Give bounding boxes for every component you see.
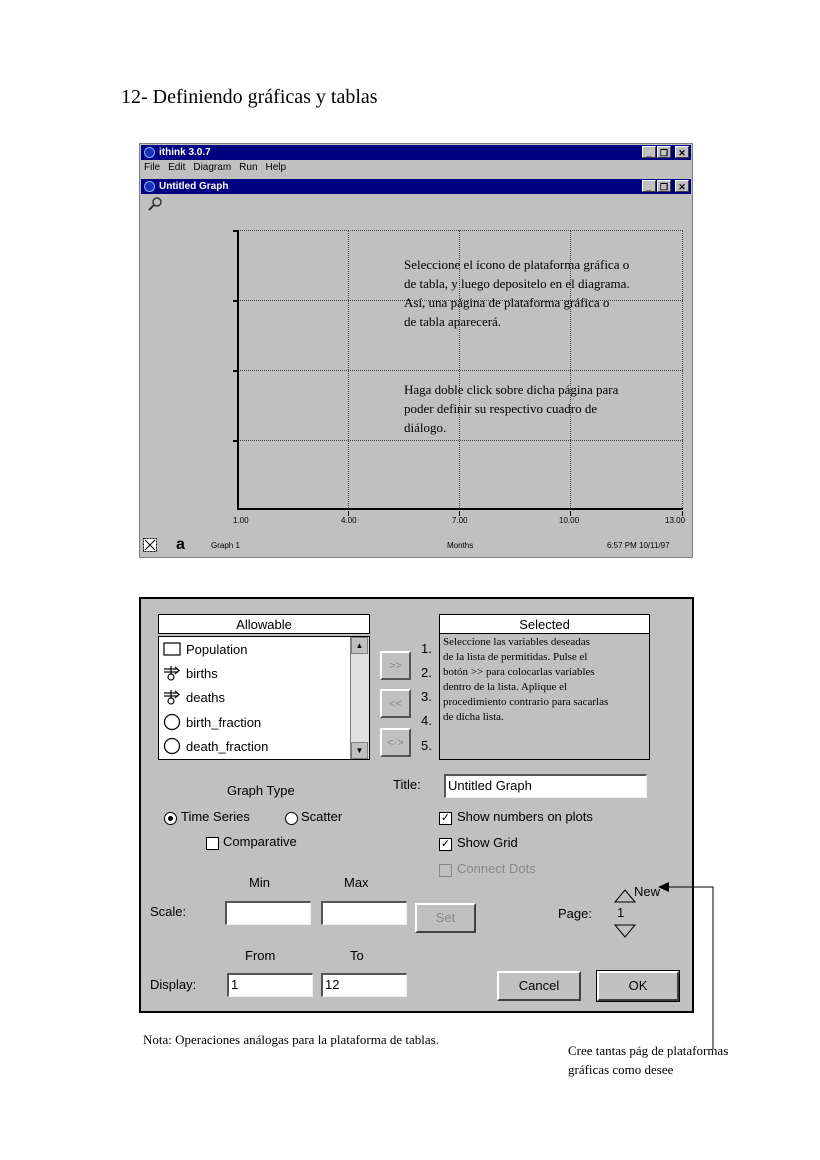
scale-max-input[interactable] — [321, 901, 407, 925]
to-label: To — [350, 948, 364, 963]
instruction-line: dentro de la lista. Aplique el — [443, 681, 568, 693]
page-heading: 12- Definiendo gráficas y tablas — [121, 86, 378, 108]
list-item-label: Population — [186, 641, 248, 657]
scale-min-input[interactable] — [225, 901, 311, 925]
list-item[interactable] — [163, 688, 225, 706]
ok-button[interactable]: OK — [597, 971, 679, 1001]
graph-type-label: Graph Type — [227, 783, 295, 798]
instruction-line: procedimiento contrario para sacarlas — [443, 696, 609, 708]
selected-slot-number: 3. — [421, 689, 432, 704]
remove-variable-button[interactable]: << — [380, 689, 411, 718]
list-item-label: birth_fraction — [186, 714, 262, 730]
menu-file[interactable]: File — [144, 162, 161, 173]
list-item-label: births — [186, 665, 218, 681]
new-page-label: New — [634, 884, 661, 899]
annotation-line: Haga doble click sobre dicha página para — [404, 382, 619, 397]
time-series-radio[interactable] — [164, 812, 177, 825]
ithink-app-icon — [144, 147, 155, 158]
menu-diagram[interactable]: Diagram — [193, 162, 232, 173]
show-numbers-label: Show numbers on plots — [457, 809, 593, 824]
show-grid-checkbox[interactable]: ✓ — [440, 838, 451, 850]
pin-icon[interactable] — [148, 197, 162, 215]
x-axis-unit: Months — [447, 541, 474, 550]
run-timestamp: 6:57 PM 10/11/97 — [607, 541, 670, 550]
connect-dots-label: Connect Dots — [457, 861, 536, 876]
y-tick — [233, 300, 239, 302]
stock-icon — [163, 642, 181, 656]
connect-dots-checkbox[interactable] — [439, 864, 452, 877]
y-tick — [233, 230, 239, 232]
page-label: Page: — [558, 906, 592, 921]
scale-label: Scale: — [150, 904, 187, 919]
time-series-label: Time Series — [181, 809, 250, 824]
max-label: Max — [344, 875, 369, 890]
graph-status-bar — [140, 536, 692, 556]
scroll-up-icon[interactable]: ▲ — [351, 637, 368, 654]
graph-close-button[interactable]: ✕ — [675, 180, 689, 192]
x-tick-label: 10.00 — [559, 516, 580, 525]
selected-slot-number: 4. — [421, 713, 432, 728]
restore-button[interactable]: ❐ — [657, 146, 671, 158]
annotation-double-click — [404, 380, 618, 437]
scatter-label: Scatter — [301, 809, 343, 824]
menu-run[interactable]: Run — [239, 162, 258, 173]
comparative-label: Comparative — [223, 834, 297, 849]
selected-list[interactable] — [439, 614, 650, 760]
menu-help[interactable]: Help — [265, 162, 287, 173]
close-button[interactable]: ✕ — [675, 146, 689, 158]
x-tick-label: 13.00 — [665, 516, 686, 525]
callout-line: gráficas como desee — [568, 1062, 674, 1077]
graph-restore-button[interactable]: ❐ — [657, 180, 671, 192]
selected-header: Selected — [439, 614, 650, 634]
from-label: From — [245, 948, 276, 963]
graph-page-label: Graph 1 — [211, 541, 240, 550]
annotation-line: Seleccione el ícono de plataforma gráfica o — [404, 257, 630, 272]
menu-bar — [144, 162, 286, 176]
selected-slot-number: 2. — [421, 665, 432, 680]
min-label: Min — [249, 875, 270, 890]
callout-arrow — [655, 880, 725, 1050]
list-item[interactable] — [163, 737, 268, 755]
list-item-label: death_fraction — [186, 738, 269, 754]
annotation-line: de tabla aparecerá. — [404, 314, 502, 329]
scatter-radio[interactable] — [285, 812, 298, 825]
title-label: Title: — [393, 777, 421, 792]
graph-window-title: Untitled Graph — [159, 181, 229, 192]
allowable-list[interactable] — [158, 636, 370, 760]
callout-line: Cree tantas pág de plataformas — [568, 1043, 729, 1058]
selected-slot-number: 5. — [421, 738, 432, 753]
x-axis — [237, 508, 683, 510]
app-title: ithink 3.0.7 — [159, 147, 211, 158]
instruction-line: de dicha lista. — [443, 711, 504, 723]
display-from-input[interactable]: 1 — [227, 973, 313, 997]
list-item[interactable] — [163, 640, 247, 658]
comparative-checkbox[interactable] — [206, 837, 219, 850]
grid-line — [237, 370, 683, 371]
instruction-line: de la lista de permitidas. Pulse el — [443, 651, 588, 663]
grid-line — [237, 440, 683, 441]
instruction-line: Seleccione las variables deseadas — [443, 636, 590, 648]
x-tick-label: 7.00 — [452, 516, 468, 525]
page-up-icon[interactable] — [614, 889, 636, 906]
selected-instructions — [443, 635, 608, 725]
set-scale-button[interactable]: Set — [415, 903, 476, 933]
show-numbers-checkbox[interactable]: ✓ — [440, 812, 451, 824]
graph-minimize-button[interactable]: _ — [642, 180, 656, 192]
annotation-line: poder definir su respectivo cuadro de — [404, 401, 598, 416]
page-down-icon[interactable] — [614, 924, 636, 941]
list-item[interactable] — [163, 713, 261, 731]
minimize-button[interactable]: _ — [642, 146, 656, 158]
instruction-line: botón >> para colocarlas variables — [443, 666, 595, 678]
annotation-graph-icon — [404, 255, 630, 331]
grid-line — [237, 230, 683, 231]
title-input[interactable]: Untitled Graph — [444, 774, 647, 798]
list-item-label: deaths — [186, 689, 226, 705]
display-to-input[interactable]: 12 — [321, 973, 407, 997]
annotation-line: de tabla, y luego depositelo en el diagrama. — [404, 276, 630, 291]
app-title-bar — [141, 145, 691, 160]
page-number: 1 — [617, 905, 625, 920]
list-item[interactable] — [163, 664, 218, 682]
table-note: Nota: Operaciones análogas para la plataforma de tablas. — [143, 1032, 439, 1047]
text-tool-icon[interactable]: a — [176, 536, 185, 553]
lock-toggle-icon[interactable] — [143, 538, 157, 554]
converter-icon — [163, 713, 181, 731]
add-variable-button[interactable]: >> — [380, 651, 411, 680]
flow-icon — [163, 665, 181, 681]
graph-definition-dialog — [139, 597, 694, 1013]
swap-variable-button[interactable]: <·> — [380, 728, 411, 757]
annotation-line: Así, una página de plataforma gráfica o — [404, 295, 610, 310]
x-tick-label: 4.00 — [341, 516, 357, 525]
display-label: Display: — [150, 977, 197, 992]
flow-icon — [163, 689, 181, 705]
grid-line — [682, 230, 683, 510]
selected-slot-number: 1. — [421, 641, 432, 656]
menu-edit[interactable]: Edit — [168, 162, 186, 173]
annotation-line: diálogo. — [404, 420, 447, 435]
allowable-header: Allowable — [158, 614, 370, 634]
x-tick-label: 1.00 — [233, 516, 249, 525]
cancel-button[interactable]: Cancel — [497, 971, 581, 1001]
converter-icon — [163, 737, 181, 755]
graph-window-icon — [144, 181, 155, 192]
grid-line — [348, 230, 349, 510]
graph-title-bar — [141, 179, 691, 194]
ithink-app-window — [139, 143, 693, 558]
scroll-down-icon[interactable]: ▼ — [351, 742, 368, 759]
callout-note — [568, 1041, 728, 1079]
y-tick — [233, 370, 239, 372]
allowable-scrollbar[interactable] — [350, 637, 369, 759]
y-tick — [233, 440, 239, 442]
show-grid-label: Show Grid — [457, 835, 518, 850]
